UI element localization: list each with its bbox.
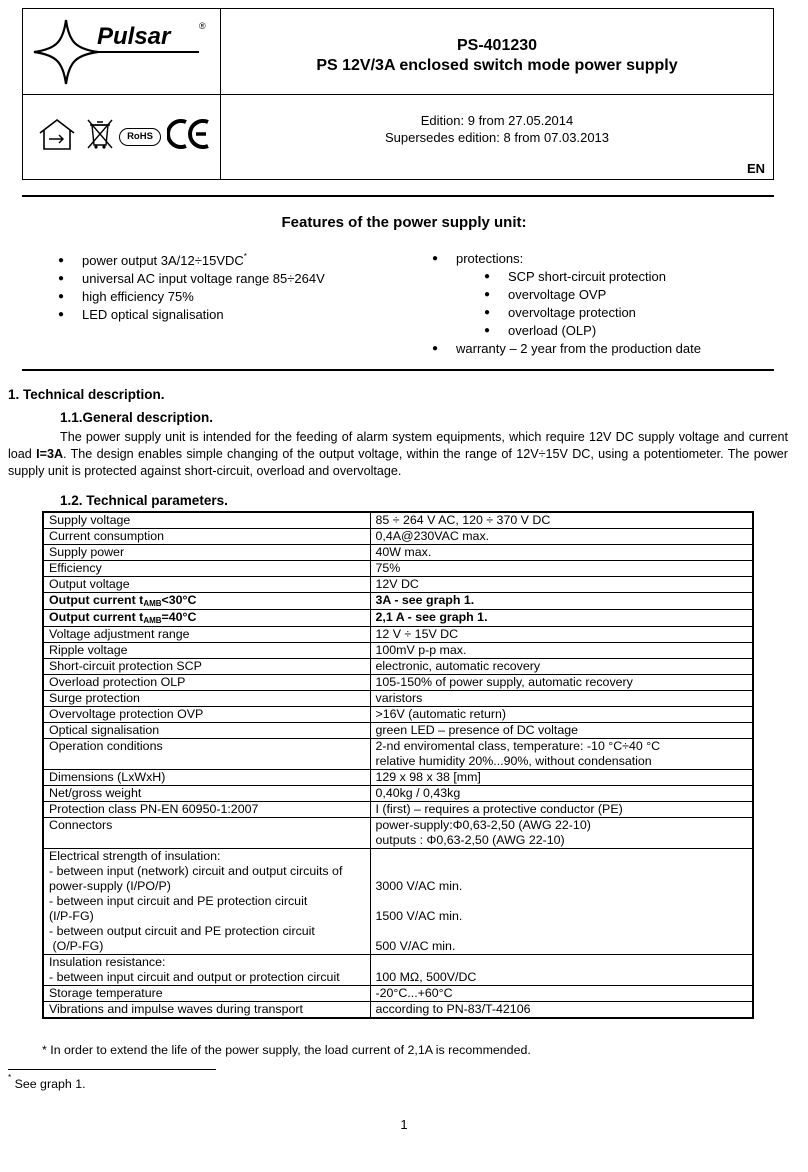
- footnote: * See graph 1.: [8, 1073, 86, 1091]
- table-row: Supply voltage 85 ÷ 264 V AC, 120 ÷ 370 V DC: [43, 512, 753, 529]
- table-row: Vibrations and impulse waves during transport according to PN-83/T-42106: [43, 1002, 753, 1019]
- table-row: Optical signalisation green LED – presence of DC voltage: [43, 723, 753, 739]
- table-row: Short-circuit protection SCP electronic, automatic recovery: [43, 659, 753, 675]
- section-heading: 1. Technical description.: [8, 387, 165, 402]
- footnote-separator: [8, 1069, 216, 1070]
- registered-mark: ®: [199, 21, 206, 31]
- technical-parameters-table: [42, 511, 754, 1019]
- table-row: Electrical strength of insulation: - between input (network) circuit and output circuits of power-supply (I/PO/P) - between input circuit and PE protection circuit (I/P-FG) - between output circuit and PE protection circuit (O/P-FG) 3000 V/AC min. 1500 V/AC min. 500 V/AC min.: [43, 849, 753, 955]
- table-row: Surge protection varistors: [43, 691, 753, 707]
- header-bottom-row: [23, 95, 773, 179]
- list-item: ● overvoltage OVP: [484, 287, 607, 302]
- header-top-row: [23, 9, 773, 95]
- features-rule: [22, 369, 774, 371]
- title-block: [221, 9, 773, 95]
- features-title: Features of the power supply unit:: [281, 214, 527, 231]
- table-row: Voltage adjustment range 12 V ÷ 15V DC: [43, 627, 753, 643]
- rohs-label: RoHS: [127, 131, 153, 142]
- table-row: Storage temperature -20°C...+60°C: [43, 986, 753, 1002]
- table-note: * In order to extend the life of the power supply, the load current of 2,1A is recommended.: [42, 1043, 531, 1057]
- brand-logo: [23, 9, 221, 95]
- table-row: Overvoltage protection OVP >16V (automatic return): [43, 707, 753, 723]
- list-item: ● warranty – 2 year from the production date: [432, 341, 701, 356]
- table-row: Dimensions (LxWxH) 129 x 98 x 38 [mm]: [43, 770, 753, 786]
- table-row: Protection class PN-EN 60950-1:2007 I (first) – requires a protective conductor (PE): [43, 802, 753, 818]
- page-number: 1: [400, 1117, 408, 1132]
- list-item: ● LED optical signalisation: [58, 307, 224, 322]
- list-item: ● overload (OLP): [484, 323, 597, 338]
- subsection-heading-parameters: 1.2. Technical parameters.: [60, 493, 228, 508]
- list-item: ● universal AC input voltage range 85÷264V: [58, 271, 325, 286]
- ce-mark-icon: [167, 117, 213, 151]
- features-list-right: [432, 250, 701, 358]
- list-item: ● high efficiency 75%: [58, 289, 194, 304]
- table-row: Output current tAMB=40°C 2,1 A - see graph 1.: [43, 610, 753, 627]
- product-title: PS 12V/3A enclosed switch mode power supply: [316, 57, 678, 74]
- table-row: Supply power 40W max.: [43, 545, 753, 561]
- table-row: Current consumption 0,4A@230VAC max.: [43, 529, 753, 545]
- list-item: ● overvoltage protection: [484, 305, 636, 320]
- indoor-use-icon: [37, 117, 77, 151]
- list-item: ● protections:: [432, 251, 524, 266]
- language-code: EN: [746, 161, 765, 176]
- edition-block: [221, 95, 773, 179]
- features-list-left: [58, 252, 325, 324]
- list-item: ● power output 3A/12÷15VDC*: [58, 252, 247, 268]
- weee-bin-icon: [85, 117, 115, 151]
- table-row: Net/gross weight 0,40kg / 0,43kg: [43, 786, 753, 802]
- table-row: Efficiency 75%: [43, 561, 753, 577]
- supersedes-info: Supersedes edition: 8 from 07.03.2013: [384, 130, 610, 145]
- pulsar-star-icon: [31, 17, 101, 87]
- model-number: PS-401230: [456, 37, 538, 54]
- table-row: Operation conditions 2-nd enviromental class, temperature: -10 °C÷40 °C relative humidity 20%...90%, without condensation: [43, 739, 753, 770]
- table-row: Insulation resistance: - between input circuit and output or protection circuit 100 MΩ, 500V/DC: [43, 955, 753, 986]
- general-description: The power supply unit is intended for the feeding of alarm system equipments, which require 12V DC supply voltage and current load I=3A. The design enables simple changing of the output voltage, within the range of 12V÷15V DC, using a potentiometer. The power supply unit is protected against short-circuit, overload and overvoltage.: [8, 430, 788, 478]
- certification-icons: [23, 95, 221, 179]
- table-row: Overload protection OLP 105-150% of power supply, automatic recovery: [43, 675, 753, 691]
- subsection-heading-general: 1.1.General description.: [60, 410, 214, 425]
- edition-info: Edition: 9 from 27.05.2014: [420, 113, 574, 128]
- list-item: ● SCP short-circuit protection: [484, 269, 666, 284]
- table-row: Ripple voltage 100mV p-p max.: [43, 643, 753, 659]
- top-rule: [22, 195, 774, 197]
- table-row: Connectors power-supply:Φ0,63-2,50 (AWG 22-10) outputs : Φ0,63-2,50 (AWG 22-10): [43, 818, 753, 849]
- brand-name: Pulsar: [97, 23, 171, 50]
- logo-underline: [95, 51, 199, 53]
- table-row: Output current tAMB<30°C 3A - see graph 1.: [43, 593, 753, 610]
- document-header: [22, 8, 774, 180]
- rohs-icon: [119, 128, 161, 146]
- table-row: Output voltage 12V DC: [43, 577, 753, 593]
- footnote-marker: *: [243, 252, 247, 261]
